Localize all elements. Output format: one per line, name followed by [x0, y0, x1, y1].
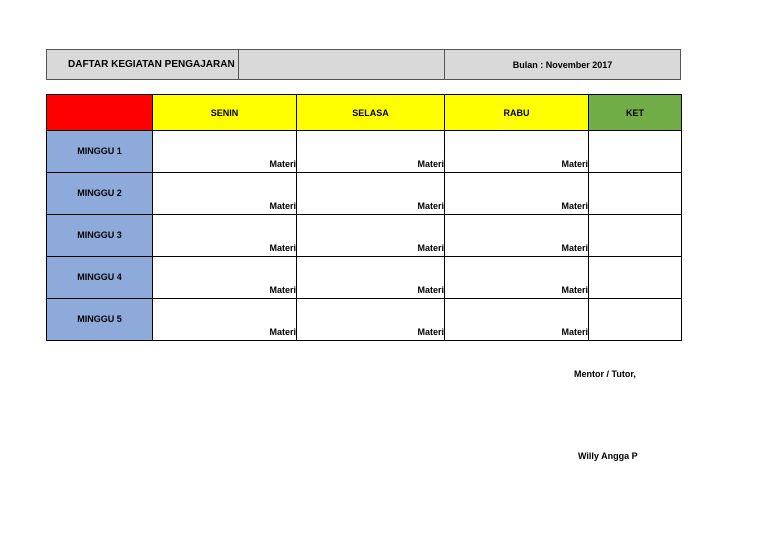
week-label: MINGGU 3	[47, 215, 153, 257]
table-row	[47, 257, 682, 299]
week-label: MINGGU 1	[47, 131, 153, 173]
materi-cell: Materi	[445, 299, 589, 341]
ket-cell	[589, 173, 682, 215]
materi-cell: Materi	[153, 215, 297, 257]
ket-cell	[589, 257, 682, 299]
materi-cell: Materi	[445, 173, 589, 215]
materi-cell: Materi	[445, 257, 589, 299]
column-header-rabu: RABU	[445, 95, 589, 131]
materi-cell: Materi	[153, 131, 297, 173]
materi-cell: Materi	[297, 299, 445, 341]
document-title: DAFTAR KEGIATAN PENGAJARAN	[46, 49, 239, 80]
signature-role: Mentor / Tutor,	[574, 369, 636, 379]
schedule-table	[46, 94, 682, 341]
column-header-ket: KET	[589, 95, 682, 131]
materi-cell: Materi	[445, 215, 589, 257]
materi-cell: Materi	[445, 131, 589, 173]
ket-cell	[589, 299, 682, 341]
week-label: MINGGU 5	[47, 299, 153, 341]
materi-cell: Materi	[297, 131, 445, 173]
month-label: Bulan : November 2017	[444, 49, 681, 80]
week-label: MINGGU 4	[47, 257, 153, 299]
materi-cell: Materi	[153, 257, 297, 299]
materi-cell: Materi	[297, 215, 445, 257]
table-row	[47, 215, 682, 257]
table-header-row	[47, 95, 682, 131]
materi-cell: Materi	[153, 173, 297, 215]
materi-cell: Materi	[153, 299, 297, 341]
week-label: MINGGU 2	[47, 173, 153, 215]
table-row	[47, 173, 682, 215]
ket-cell	[589, 215, 682, 257]
signature-name: Willy Angga P	[578, 451, 638, 461]
column-header-senin: SENIN	[153, 95, 297, 131]
ket-cell	[589, 131, 682, 173]
table-row	[47, 299, 682, 341]
corner-header-cell	[47, 95, 153, 131]
materi-cell: Materi	[297, 257, 445, 299]
table-row	[47, 131, 682, 173]
blank-header-cell	[238, 49, 445, 80]
column-header-selasa: SELASA	[297, 95, 445, 131]
materi-cell: Materi	[297, 173, 445, 215]
